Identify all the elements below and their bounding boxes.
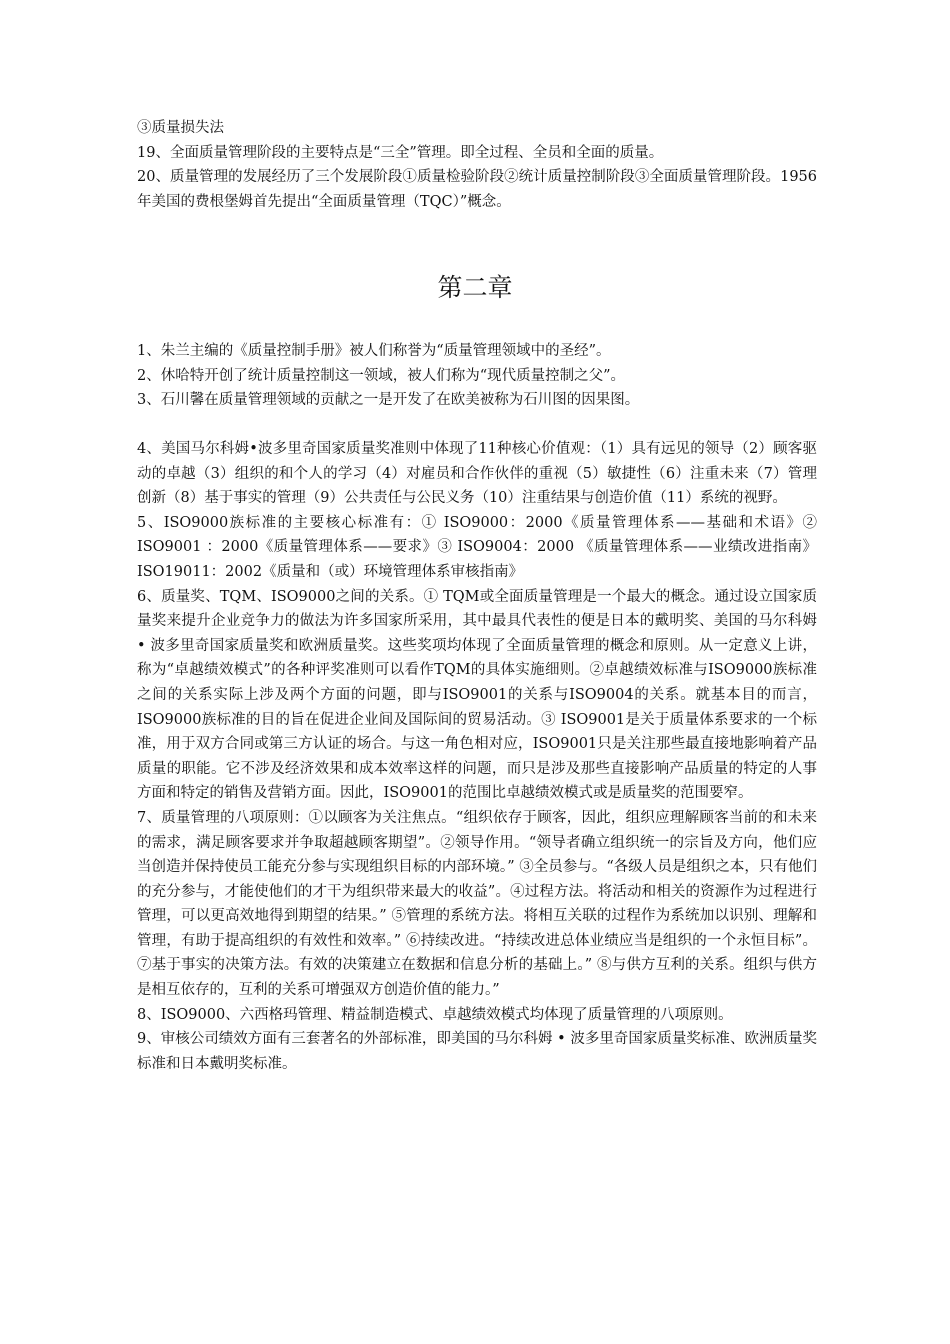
paragraph-item-5: 5、ISO9000族标准的主要核心标准有：① ISO9000：2000《质量管理体系——基础和术语》② ISO9001 ：2000《质量管理体系——要求》③ ISO9004：2000 《质量管理体系——业绩改进指南》 ISO19011：2002《质量和（或）环境管理体系审核指南》 <box>137 514 822 580</box>
paragraph-item-7: 7、质量管理的八项原则：①以顾客为关注焦点。“组织依存于顾客，因此，组织应理解顾客当前的和未来的需求，满足顾客要求并争取超越顾客期望”。②领导作用。“领导者确立组织统一的宗旨及方向，他们应当创造并保持使员工能充分参与实现组织目标的内部环境。” ③全员参与。“各级人员是组织之本，只有他们的充分参与，才能使他们的才干为组织带来最大的收益”。④过程方法。将活动和相关的资源作为过程进行管理，可以更高效地得到期望的结果。” ⑤管理的系统方法。将相互关联的过程作为系统加以识别、理解和管理，有助于提高组织的有效性和效率。” ⑥持续改进。“持续改进总体业绩应当是组织的一个永恒目标”。⑦基于事实的决策方法。有效的决策建立在数据和信息分析的基础上。” ⑧与供方互利的关系。组织与供方是相互依存的，互利的关系可增强双方创造价值的能力。” <box>137 809 817 999</box>
paragraph-item-20: 20、质量管理的发展经历了三个发展阶段①质量检验阶段②统计质量控制阶段③全面质量管理阶段。1956年美国的费根堡姆首先提出“全面质量管理（TQC）”概念。 <box>137 169 817 210</box>
paragraph-item-3: 3、石川馨在质量管理领域的贡献之一是开发了在欧美被称为石川图的因果图。 <box>137 392 640 409</box>
paragraph-item-19: 19、全面质量管理阶段的主要特点是“三全”管理。即全过程、全员和全面的质量。 <box>137 144 664 161</box>
chapter-items-group-2 <box>137 437 822 1076</box>
paragraph-item-2: 2、休哈特开创了统计质量控制这一领域，被人们称为“现代质量控制之父”。 <box>137 367 626 384</box>
paragraph-item-6: 6、质量奖、TQM、ISO9000之间的关系。① TQM或全面质量管理是一个最大的概念。通过设立国家质量奖来提升企业竞争力的做法为许多国家所采用，其中最具代表性的便是日本的戴明奖、美国的马尔科姆 • 波多里奇国家质量奖和欧洲质量奖。这些奖项均体现了全面质量管理的概念和原则。从一定意义上讲，称为“卓越绩效模式”的各种评奖准则可以看作TQM的具体实施细则。②卓越绩效标准与ISO9000族标准之间的关系实际上涉及两个方面的问题，即与ISO9001的关系与ISO9004的关系。就基本目的而言，ISO9000族标准的目的旨在促进企业间及国际间的贸易活动。③ ISO9001是关于质量体系要求的一个标准，用于双方合同或第三方认证的场合。与这一角色相对应，ISO9001只是关注那些最直接地影响着产品质量的职能。它不涉及经济效果和成本效率这样的问题，而只是涉及那些直接影响产品质量的特定的人事方面和特定的销售及营销方面。因此，ISO9001的范围比卓越绩效模式或是质量奖的范围要窄。 <box>137 588 822 802</box>
paragraph-quality-loss: ③质量损失法 <box>137 120 224 136</box>
paragraph-item-9: 9、审核公司绩效方面有三套著名的外部标准，即美国的马尔科姆 • 波多里奇国家质量奖标准、欧洲质量奖标准和日本戴明奖标准。 <box>137 1031 817 1072</box>
paragraph-item-4: 4、美国马尔科姆•波多里奇国家质量奖准则中体现了11种核心价值观：（1）具有远见的领导（2）顾客驱动的卓越（3）组织的和个人的学习（4）对雇员和合作伙伴的重视（5）敏捷性（6）注重未来（7）管理创新（8）基于事实的管理（9）公共责任与公民义务（10）注重结果与创造价值（11）系统的视野。 <box>137 441 817 507</box>
chapter-title: 第二章 <box>437 273 513 302</box>
chapter-items-group-1 <box>137 339 817 413</box>
top-section <box>137 116 817 214</box>
paragraph-item-1: 1、朱兰主编的《质量控制手册》被人们称誉为“质量管理领域中的圣经”。 <box>137 343 611 359</box>
paragraph-item-8: 8、ISO9000、六西格玛管理、精益制造模式、卓越绩效模式均体现了质量管理的八项原则。 <box>137 1006 733 1023</box>
